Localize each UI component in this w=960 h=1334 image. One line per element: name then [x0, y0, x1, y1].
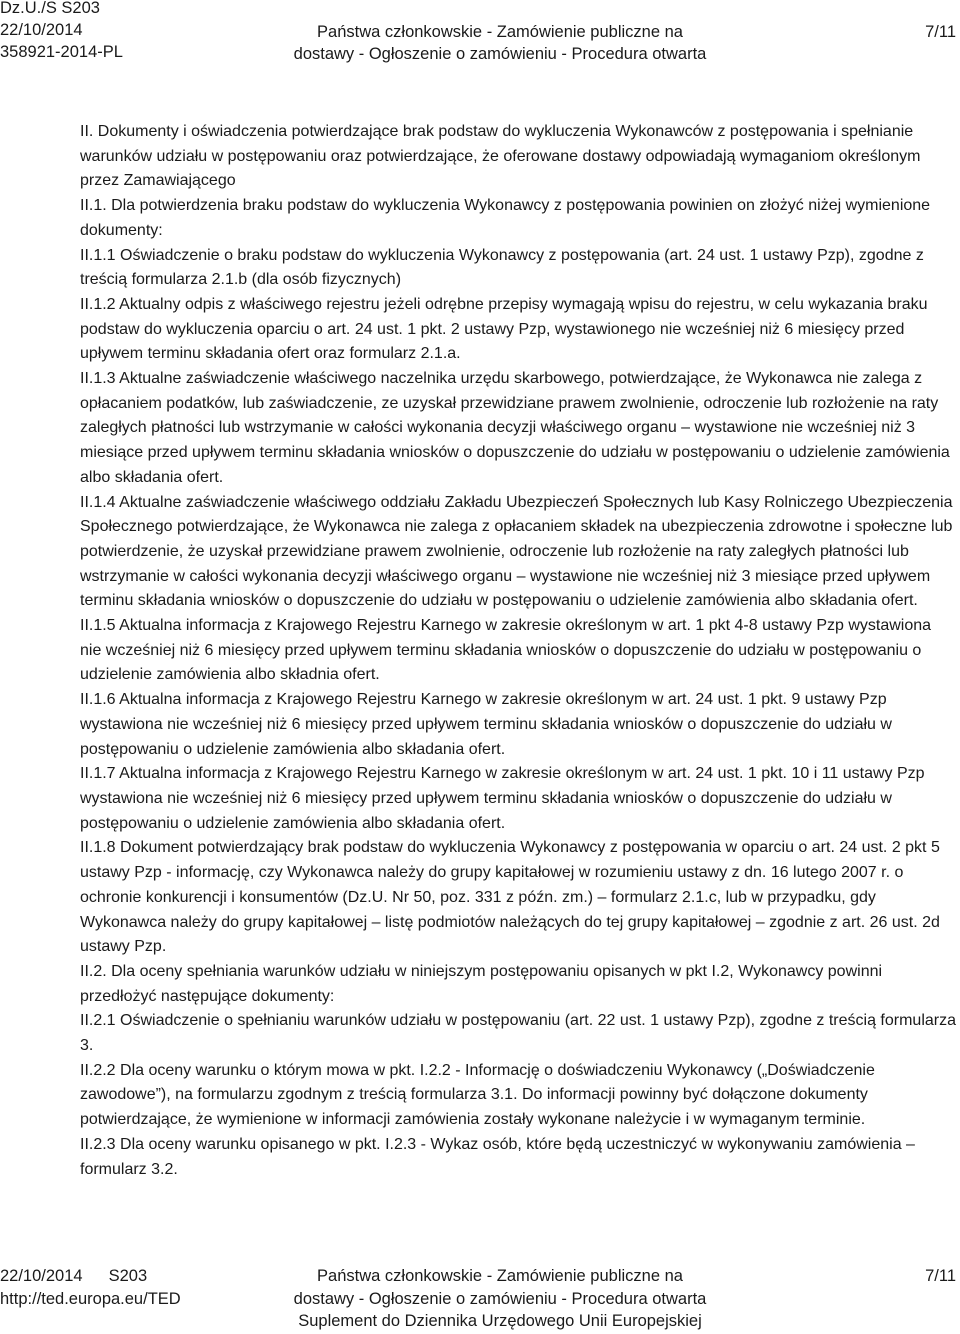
footer-date: 22/10/2014: [0, 1267, 83, 1285]
paragraph-ii-1-6: II.1.6 Aktualna informacja z Krajowego Rejestru Karnego w zakresie określonym w art. 24 ust. 1 pkt. 9 ustawy Pzp wystawiona nie wcześniej niż 6 miesięcy przed upływem terminu składania wniosków o dopuszczenie do udziału w postępowaniu o udzielenie zamówienia albo składania ofert.: [80, 691, 892, 758]
paragraph-ii-1-5: II.1.5 Aktualna informacja z Krajowego Rejestru Karnego w zakresie określonym w art. 1 pkt 4-8 ustawy Pzp wystawiona nie wcześniej niż 6 miesięcy przed upływem terminu składania wniosków o dopuszczenie do udziału w postępowaniu o udzielenie zamówienia albo składnia ofert.: [80, 617, 932, 684]
footer-title-line2: dostawy - Ogłoszenie o zamówieniu - Procedura otwarta: [293, 1289, 707, 1308]
footer-title-line3: Suplement do Dziennika Urzędowego Unii Europejskiej: [298, 1312, 702, 1330]
document-body: [80, 120, 956, 1182]
header-date: 22/10/2014: [0, 21, 83, 39]
paragraph-ii-1-4: II.1.4 Aktualne zaświadczenie właściwego oddziału Zakładu Ubezpieczeń Społecznych lub Kasy Rolniczego Ubezpieczenia Społecznego potwierdzające, że Wykonawca nie zalega z opłacaniem składek na ubezpieczenia zdrowotne i społeczne lub potwierdzenie, że uzyskał przewidziane prawem zwolnienie, odroczenie lub rozłożenie na raty zaległych płatności lub wstrzymanie w całości wykonania decyzji właściwego organu – wystawione nie wcześniej niż 3 miesiące przed upływem terminu składania wniosków o dopuszczenie do udziału w postępowaniu o udzielenie zamówienia albo składania ofert.: [80, 493, 953, 610]
header-page-number: 7/11: [925, 23, 956, 41]
header-notice-id: 358921-2014-PL: [0, 43, 123, 61]
header-title: [0, 21, 960, 65]
header-title-line2: dostawy - Ogłoszenie o zamówieniu - Procedura otwarta: [293, 45, 707, 63]
page-footer: [0, 1265, 960, 1334]
paragraph-ii-1-1: II.1.1 Oświadczenie o braku podstaw do wykluczenia Wykonawcy z postępowania (art. 24 ust. 1 ustawy Pzp), zgodne z treścią formularza 2.1.b (dla osób fizycznych): [80, 246, 924, 289]
page-header: [0, 0, 960, 70]
footer-page-number: 7/11: [925, 1267, 956, 1285]
paragraph-ii-1-3: II.1.3 Aktualne zaświadczenie właściwego naczelnika urzędu skarbowego, potwierdzające, że Wykonawca nie zalega z opłacaniem podatków, lub zaświadczenie, ze uzyskał przewidziane prawem zwolnienie, odroczenie lub rozłożenie na raty zaległych płatności lub wstrzymanie w całości wykonania decyzji właściwego organu – wystawione nie wcześniej niż 3 miesiące przed upływem terminu składania wniosków o dopuszczenie do udziału w postępowaniu o udzielenie zamówienia albo składania ofert.: [80, 370, 950, 486]
header-doc-ref: Dz.U./S S203: [0, 0, 100, 17]
footer-title: [0, 1265, 960, 1333]
paragraph-ii-1-8: II.1.8 Dokument potwierdzający brak podstaw do wykluczenia Wykonawcy z postępowania w oparciu o art. 24 ust. 2 pkt 5 ustawy Pzp - informację, czy Wykonawca należy do grupy kapitałowej w rozumieniu ustawy z dn. 16 lutego 2007 r. o ochronie konkurencji i konsumentów (Dz.U. Nr 50, poz. 331 z późn. zm.) – formularz 2.1.c, lub w przypadku, gdy Wykonawca należy do grupy kapitałowej – listę podmiotów należących do tej grupy kapitałowej – zgodnie z art. 26 ust. 2d ustawy Pzp.: [80, 839, 940, 956]
footer-url[interactable]: http://ted.europa.eu/TED: [0, 1289, 181, 1308]
header-title-line1: Państwa członkowskie - Zamówienie publiczne na: [317, 23, 683, 41]
paragraph-ii-2-3: II.2.3 Dla oceny warunku opisanego w pkt. I.2.3 - Wykaz osób, które będą uczestniczyć w wykonywaniu zamówienia – formularz 3.2.: [80, 1135, 915, 1178]
paragraph-ii-1-2: II.1.2 Aktualny odpis z właściwego rejestru jeżeli odrębne przepisy wymagają wpisu do rejestru, w celu wykazania braku podstaw do wykluczenia oparciu o art. 24 ust. 1 pkt. 2 ustawy Pzp, wystawionego nie wcześniej niż 6 miesięcy przed upływem terminu składania ofert oraz formularz 2.1.a.: [80, 295, 928, 363]
paragraph-ii-2-1: II.2.1 Oświadczenie o spełnianiu warunków udziału w postępowaniu (art. 22 ust. 1 ustawy Pzp), zgodne z treścią formularza 3.: [80, 1012, 956, 1055]
paragraph-section-ii: II. Dokumenty i oświadczenia potwierdzające brak podstaw do wykluczenia Wykonawców z postępowania i spełnianie warunków udziału w postępowaniu oraz potwierdzające, że oferowane dostawy odpowiadają wymaganiom określonym przez Zamawiającego: [80, 123, 921, 190]
footer-code: S203: [108, 1267, 148, 1285]
footer-title-line1: Państwa członkowskie - Zamówienie publiczne na: [317, 1267, 683, 1285]
paragraph-ii-1: II.1. Dla potwierdzenia braku podstaw do wykluczenia Wykonawcy z postępowania powinien on złożyć niżej wymienione dokumenty:: [80, 197, 931, 239]
paragraph-ii-2: II.2. Dla oceny spełniania warunków udziału w niniejszym postępowaniu opisanych w pkt I.2, Wykonawcy powinni przedłożyć następujące dokumenty:: [80, 962, 883, 1005]
paragraph-ii-2-2: II.2.2 Dla oceny warunku o którym mowa w pkt. I.2.2 - Informację o doświadczeniu Wykonawcy („Doświadczenie zawodowe”), na formularzu zgodnym z treścią formularza 3.1. Do informacji powinny być dołączone dokumenty potwierdzające, że wymienione w informacji zamówienia zostały wykonane należycie i w wymaganym terminie.: [80, 1061, 875, 1129]
paragraph-ii-1-7: II.1.7 Aktualna informacja z Krajowego Rejestru Karnego w zakresie określonym w art. 24 ust. 1 pkt. 10 i 11 ustawy Pzp wystawiona nie wcześniej niż 6 miesięcy przed upływem terminu składania wniosków o dopuszczenie do udziału w postępowaniu o udzielenie zamówienia albo składania ofert.: [80, 765, 925, 832]
